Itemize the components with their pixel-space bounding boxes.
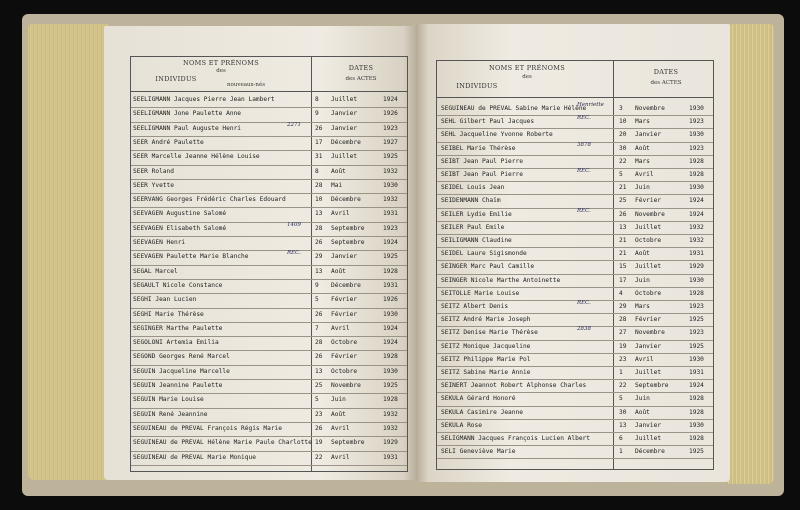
- entry-name: SEKULA Casimire Jeanne: [441, 408, 523, 416]
- entry-day: 5: [315, 396, 319, 404]
- entry-day: 19: [619, 342, 627, 350]
- entry-name: SEGUINEAU de PREVAL François Régis Marie: [133, 424, 283, 432]
- entry-month: Mai: [331, 181, 343, 189]
- row-rule: [131, 393, 407, 394]
- entry-day: 28: [315, 339, 323, 347]
- right-page-edges: [728, 24, 774, 484]
- right-header-des-actes: des ACTES: [650, 80, 682, 86]
- entry-month: Février: [635, 197, 662, 205]
- entry-annotation: 3878: [577, 141, 591, 148]
- entry-name: SEERVANG Georges Frédéric Charles Edouard: [133, 196, 286, 204]
- entry-month: Juin: [331, 396, 346, 404]
- row-rule: [437, 115, 713, 116]
- entry-name: SEGINGER Marthe Paulette: [133, 324, 223, 332]
- entry-name: SEGHI Marie Thérèse: [133, 310, 204, 318]
- left-header-des: des: [216, 68, 226, 74]
- row-rule: [131, 165, 407, 166]
- row-rule: [437, 326, 713, 327]
- entry-year: 1931: [689, 250, 704, 258]
- entry-year: 1930: [383, 367, 398, 375]
- entry-name: SEINERT Jeannot Robert Alphonse Charles: [441, 382, 587, 390]
- row-rule: [437, 221, 713, 222]
- entry-day: 21: [619, 250, 627, 258]
- row-rule: [131, 408, 407, 409]
- row-rule: [437, 340, 713, 341]
- row-rule: [131, 179, 407, 180]
- entry-year: 1926: [383, 296, 398, 304]
- entry-name: SEER André Paulette: [133, 138, 204, 146]
- entry-year: 1928: [689, 435, 704, 442]
- entry-month: Juillet: [331, 153, 358, 161]
- entry-month: Février: [331, 353, 358, 361]
- row-rule: [437, 379, 713, 380]
- entry-year: 1928: [689, 289, 704, 297]
- entry-day: 25: [619, 197, 627, 205]
- entry-year: 1924: [383, 239, 398, 246]
- row-rule: [131, 265, 407, 266]
- entry-name: SEIDENMANN Chaïm: [441, 197, 501, 205]
- entry-month: Septembre: [331, 239, 365, 246]
- entry-day: 29: [619, 303, 627, 310]
- entry-year: 1923: [383, 124, 398, 132]
- entry-month: Avril: [331, 453, 350, 461]
- row-rule: [131, 322, 407, 323]
- entry-annotation: REC.: [287, 250, 301, 257]
- entry-year: 1930: [689, 355, 704, 363]
- entry-month: Mars: [635, 303, 650, 310]
- entry-year: 1923: [383, 224, 398, 232]
- entry-day: 1: [619, 369, 623, 376]
- entry-month: Décembre: [331, 281, 361, 289]
- entry-month: Novembre: [635, 105, 665, 112]
- entry-year: 1928: [689, 171, 704, 178]
- entry-month: Août: [635, 144, 650, 152]
- entry-name: SEKULA Gérard Honoré: [441, 395, 516, 403]
- row-rule: [131, 436, 407, 437]
- entry-month: Février: [331, 296, 358, 304]
- entry-month: Juillet: [635, 435, 662, 442]
- entry-name: SEITOLLE Marie Louise: [441, 289, 520, 297]
- entry-name: SEINGER Nicole Marthe Antoinette: [441, 276, 561, 284]
- entry-annotation: 2271: [287, 121, 301, 128]
- entry-year: 1932: [383, 167, 398, 175]
- row-rule: [437, 392, 713, 393]
- entry-name: SEGUIN René Jeannine: [133, 410, 208, 418]
- entry-name: SEILIGMANN Claudine: [441, 237, 512, 244]
- entry-day: 5: [315, 296, 319, 304]
- entry-name: SEEVAGEN Elisabeth Salomé: [133, 224, 227, 232]
- entry-month: Juillet: [635, 223, 662, 231]
- entry-month: Décembre: [635, 448, 665, 456]
- row-rule: [131, 207, 407, 208]
- entry-month: Janvier: [331, 253, 358, 261]
- entry-name: SEGUIN Marie Louise: [133, 396, 204, 404]
- entry-year: 1924: [689, 210, 704, 218]
- entry-name: SEILER Paul Emile: [441, 223, 505, 231]
- right-column-divider: [613, 61, 614, 469]
- entry-year: 1930: [689, 131, 704, 139]
- entry-year: 1927: [383, 138, 398, 146]
- entry-year: 1928: [383, 396, 398, 404]
- left-register-table: [130, 56, 408, 472]
- left-page-edges: [28, 24, 108, 480]
- entry-year: 1925: [689, 448, 704, 456]
- entry-day: 26: [315, 239, 323, 246]
- entry-month: Janvier: [331, 124, 358, 132]
- entry-month: Août: [331, 267, 346, 275]
- left-header-dates: DATES: [348, 64, 374, 72]
- entry-month: Février: [331, 310, 358, 318]
- entry-name: SEITZ André Marie Joseph: [441, 316, 531, 324]
- row-rule: [437, 300, 713, 301]
- entry-day: 5: [619, 395, 623, 403]
- right-header-divider: [437, 97, 713, 98]
- row-rule: [131, 422, 407, 423]
- entry-name: SELIGMANN Jacques François Lucien Albert: [441, 435, 591, 442]
- left-header-divider: [131, 91, 407, 92]
- right-header-names: NOMS ET PRÉNOMS: [489, 64, 565, 72]
- row-rule: [131, 279, 407, 280]
- right-header-des: des: [522, 74, 532, 80]
- row-rule: [437, 419, 713, 420]
- entry-month: Janvier: [635, 421, 662, 429]
- entry-name: SEIDEL Louis Jean: [441, 184, 505, 192]
- entry-year: 1931: [689, 369, 704, 376]
- entry-year: 1930: [689, 421, 704, 429]
- entry-month: Octobre: [635, 237, 662, 244]
- entry-year: 1924: [689, 382, 704, 390]
- entry-name: SEIBT Jean Paul Pierre: [441, 171, 523, 178]
- row-rule: [131, 365, 407, 366]
- entry-year: 1928: [689, 395, 704, 403]
- entry-name: SEGOLONI Artemia Emilia: [133, 339, 219, 347]
- entry-year: 1924: [383, 339, 398, 347]
- right-register-table: [436, 60, 714, 470]
- entry-month: Janvier: [635, 131, 662, 139]
- entry-day: 13: [315, 267, 323, 275]
- entry-year: 1932: [689, 237, 704, 244]
- entry-day: 26: [619, 210, 627, 218]
- entry-name: SEELIGMANN Jacques Pierre Jean Lambert: [133, 96, 275, 103]
- entry-day: 22: [315, 453, 323, 461]
- entry-day: 22: [619, 157, 627, 165]
- entry-month: Juillet: [331, 96, 358, 103]
- entry-day: 7: [315, 324, 319, 332]
- row-rule: [437, 445, 713, 446]
- entry-month: Avril: [635, 355, 654, 363]
- entry-year: 1923: [689, 303, 704, 310]
- row-rule: [437, 168, 713, 169]
- entry-name: SEKULA Rose: [441, 421, 482, 429]
- entry-annotation: REC.: [577, 115, 591, 122]
- entry-day: 21: [619, 184, 627, 192]
- row-rule: [437, 181, 713, 182]
- entry-day: 30: [619, 144, 627, 152]
- entry-day: 10: [315, 196, 323, 204]
- entry-name: SEGAULT Nicole Constance: [133, 281, 223, 289]
- entry-name: SEHL Gilbert Paul Jacques: [441, 118, 535, 126]
- entry-day: 23: [619, 355, 627, 363]
- entry-month: Mars: [635, 157, 650, 165]
- entry-year: 1926: [383, 110, 398, 118]
- row-rule: [437, 432, 713, 433]
- entry-day: 8: [315, 96, 319, 103]
- left-header-nouveaux-nes: nouveaux-nés: [226, 82, 266, 88]
- left-header-des-actes: des ACTES: [345, 76, 377, 82]
- entry-month: Juillet: [635, 369, 662, 376]
- entry-year: 1931: [383, 453, 398, 461]
- entry-day: 4: [619, 289, 623, 297]
- entry-year: 1925: [689, 316, 704, 324]
- entry-month: Novembre: [635, 210, 665, 218]
- entry-day: 1: [619, 448, 623, 456]
- entry-year: 1932: [383, 410, 398, 418]
- entry-year: 1925: [383, 253, 398, 261]
- entry-year: 1932: [689, 223, 704, 231]
- right-header-dates: DATES: [653, 68, 679, 76]
- row-rule: [437, 208, 713, 209]
- entry-name: SEITZ Sabine Marie Annie: [441, 369, 531, 376]
- entry-day: 31: [315, 153, 323, 161]
- entry-year: 1930: [689, 184, 704, 192]
- entry-name: SEEVAGEN Augustine Salomé: [133, 210, 227, 218]
- entry-day: 28: [315, 181, 323, 189]
- row-rule: [131, 222, 407, 223]
- entry-day: 26: [315, 424, 323, 432]
- entry-year: 1928: [689, 157, 704, 165]
- entry-year: 1928: [383, 267, 398, 275]
- entry-day: 15: [619, 263, 627, 271]
- entry-year: 1929: [383, 439, 398, 447]
- entry-month: Avril: [331, 210, 350, 218]
- right-header-individus: INDIVIDUS: [456, 82, 498, 90]
- entry-month: Avril: [331, 424, 350, 432]
- entry-name: SEGUIN Jeannine Paulette: [133, 382, 223, 389]
- entry-day: 27: [619, 329, 627, 337]
- entry-name: SEIBT Jean Paul Pierre: [441, 157, 523, 165]
- entry-name: SEITZ Albert Denis: [441, 303, 509, 310]
- entry-name: SEITZ Monique Jacqueline: [441, 342, 531, 350]
- entry-day: 6: [619, 435, 623, 442]
- row-rule: [131, 465, 407, 466]
- left-header-names: NOMS ET PRÉNOMS: [183, 59, 259, 67]
- entry-day: 13: [619, 421, 627, 429]
- entry-day: 3: [619, 105, 623, 112]
- entry-day: 9: [315, 110, 319, 118]
- entry-annotation: REC.: [577, 207, 591, 214]
- row-rule: [131, 236, 407, 237]
- row-rule: [131, 136, 407, 137]
- entry-year: 1931: [383, 210, 398, 218]
- entry-name: SEGHI Jean Lucien: [133, 296, 197, 304]
- row-rule: [131, 193, 407, 194]
- entry-name: SEEVAGEN Paulette Marie Blanche: [133, 253, 249, 261]
- entry-year: 1924: [383, 324, 398, 332]
- entry-name: SEITZ Philippe Marie Pol: [441, 355, 531, 363]
- entry-name: SELI Geneviève Marie: [441, 448, 516, 456]
- entry-day: 28: [619, 316, 627, 324]
- entry-year: 1923: [689, 144, 704, 152]
- entry-month: Novembre: [331, 382, 361, 389]
- row-rule: [131, 107, 407, 108]
- entry-year: 1932: [383, 196, 398, 204]
- row-rule: [437, 194, 713, 195]
- entry-day: 13: [315, 210, 323, 218]
- entry-year: 1923: [689, 118, 704, 126]
- entry-month: Octobre: [635, 289, 662, 297]
- entry-day: 8: [315, 167, 319, 175]
- entry-day: 10: [619, 118, 627, 126]
- row-rule: [131, 379, 407, 380]
- entry-name: SEGAL Marcel: [133, 267, 178, 275]
- entry-month: Juin: [635, 184, 650, 192]
- entry-day: 29: [315, 253, 323, 261]
- entry-year: 1925: [689, 342, 704, 350]
- entry-name: SEILER Lydie Emilie: [441, 210, 512, 218]
- row-rule: [437, 274, 713, 275]
- entry-month: Novembre: [635, 329, 665, 337]
- entry-day: 26: [315, 124, 323, 132]
- entry-name: SEIBEL Marie Thérèse: [441, 144, 516, 152]
- entry-day: 17: [315, 138, 323, 146]
- entry-day: 9: [315, 281, 319, 289]
- entry-name: SEITZ Denise Marie Thérèse: [441, 329, 538, 337]
- entry-month: Octobre: [331, 367, 358, 375]
- row-rule: [131, 150, 407, 151]
- entry-day: 28: [315, 224, 323, 232]
- entry-name: SEGUIN Jacqueline Marcelle: [133, 367, 230, 375]
- row-rule: [437, 260, 713, 261]
- row-rule: [131, 451, 407, 452]
- entry-year: 1931: [383, 281, 398, 289]
- row-rule: [437, 313, 713, 314]
- row-rule: [437, 247, 713, 248]
- row-rule: [131, 336, 407, 337]
- entry-day: 20: [619, 131, 627, 139]
- entry-annotation: REC.: [577, 300, 591, 306]
- entry-month: Janvier: [331, 110, 358, 118]
- entry-year: 1924: [689, 197, 704, 205]
- entry-year: 1925: [383, 153, 398, 161]
- row-rule: [131, 122, 407, 123]
- entry-year: 1930: [689, 105, 704, 112]
- entry-day: 26: [315, 310, 323, 318]
- entry-month: Décembre: [331, 138, 361, 146]
- entry-month: Août: [635, 250, 650, 258]
- entry-name: SEIDEL Laure Sigismonde: [441, 250, 527, 258]
- entry-day: 30: [619, 408, 627, 416]
- entry-month: Avril: [635, 171, 654, 178]
- entry-month: Juin: [635, 395, 650, 403]
- entry-name: SEGUINEAU de PREVAL Sabine Marie Hélène: [441, 105, 587, 112]
- row-rule: [437, 142, 713, 143]
- entry-month: Juin: [635, 276, 650, 284]
- entry-month: Septembre: [331, 224, 365, 232]
- entry-month: Janvier: [635, 342, 662, 350]
- entry-month: Octobre: [331, 339, 358, 347]
- entry-name: SEELIGMANN Jone Paulette Anne: [133, 110, 242, 118]
- row-rule: [437, 287, 713, 288]
- row-rule: [131, 250, 407, 251]
- entry-year: 1925: [383, 382, 398, 389]
- entry-month: Mars: [635, 118, 650, 126]
- entry-year: 1930: [383, 310, 398, 318]
- entry-name: SEER Roland: [133, 167, 174, 175]
- entry-month: Décembre: [331, 196, 361, 204]
- entry-month: Février: [635, 316, 662, 324]
- entry-day: 5: [619, 171, 623, 178]
- entry-year: 1928: [689, 408, 704, 416]
- entry-day: 13: [315, 367, 323, 375]
- row-rule: [131, 308, 407, 309]
- entry-name: SEER Marcelle Jeanne Hélène Louise: [133, 153, 260, 161]
- entry-year: 1928: [383, 353, 398, 361]
- entry-day: 23: [315, 410, 323, 418]
- entry-year: 1924: [383, 96, 398, 103]
- entry-year: 1932: [383, 424, 398, 432]
- row-rule: [437, 353, 713, 354]
- entry-day: 13: [619, 223, 627, 231]
- entry-day: 19: [315, 439, 323, 447]
- entry-name: SEEVAGEN Henri: [133, 239, 186, 246]
- row-rule: [437, 128, 713, 129]
- entry-day: 17: [619, 276, 627, 284]
- entry-annotation: REC.: [577, 168, 591, 174]
- row-rule: [437, 155, 713, 156]
- row-rule: [131, 350, 407, 351]
- entry-annotation: 2838: [577, 326, 591, 333]
- entry-month: Août: [331, 167, 346, 175]
- row-rule: [437, 366, 713, 367]
- row-rule: [437, 234, 713, 235]
- entry-year: 1930: [689, 276, 704, 284]
- entry-annotation: Henriette: [577, 102, 604, 108]
- entry-month: Août: [331, 410, 346, 418]
- entry-day: 25: [315, 382, 323, 389]
- entry-name: SEELIGMANN Paul Auguste Henri: [133, 124, 242, 132]
- entry-name: SEINGER Marc Paul Camille: [441, 263, 535, 271]
- entry-name: SEGUINEAU de PREVAL Marie Monique: [133, 453, 256, 461]
- entry-year: 1930: [383, 181, 398, 189]
- entry-name: SEHL Jacqueline Yvonne Roberte: [441, 131, 553, 139]
- entry-annotation: 1409: [287, 221, 301, 228]
- entry-day: 22: [619, 382, 627, 390]
- row-rule: [437, 406, 713, 407]
- entry-month: Septembre: [635, 382, 669, 390]
- entry-month: Avril: [331, 324, 350, 332]
- entry-day: 26: [315, 353, 323, 361]
- entry-name: SEER Yvette: [133, 181, 174, 189]
- entry-month: Septembre: [331, 439, 365, 447]
- row-rule: [437, 458, 713, 459]
- entry-day: 21: [619, 237, 627, 244]
- entry-month: Août: [635, 408, 650, 416]
- left-header-individus: INDIVIDUS: [155, 75, 197, 83]
- entry-name: SEGOND Georges René Marcel: [133, 353, 230, 361]
- row-rule: [131, 293, 407, 294]
- entry-year: 1929: [689, 263, 704, 271]
- entry-month: Juillet: [635, 263, 662, 271]
- entry-year: 1923: [689, 329, 704, 337]
- entry-name: SEGUINEAU de PREVAL Hélène Marie Paule Charlotte: [133, 439, 312, 447]
